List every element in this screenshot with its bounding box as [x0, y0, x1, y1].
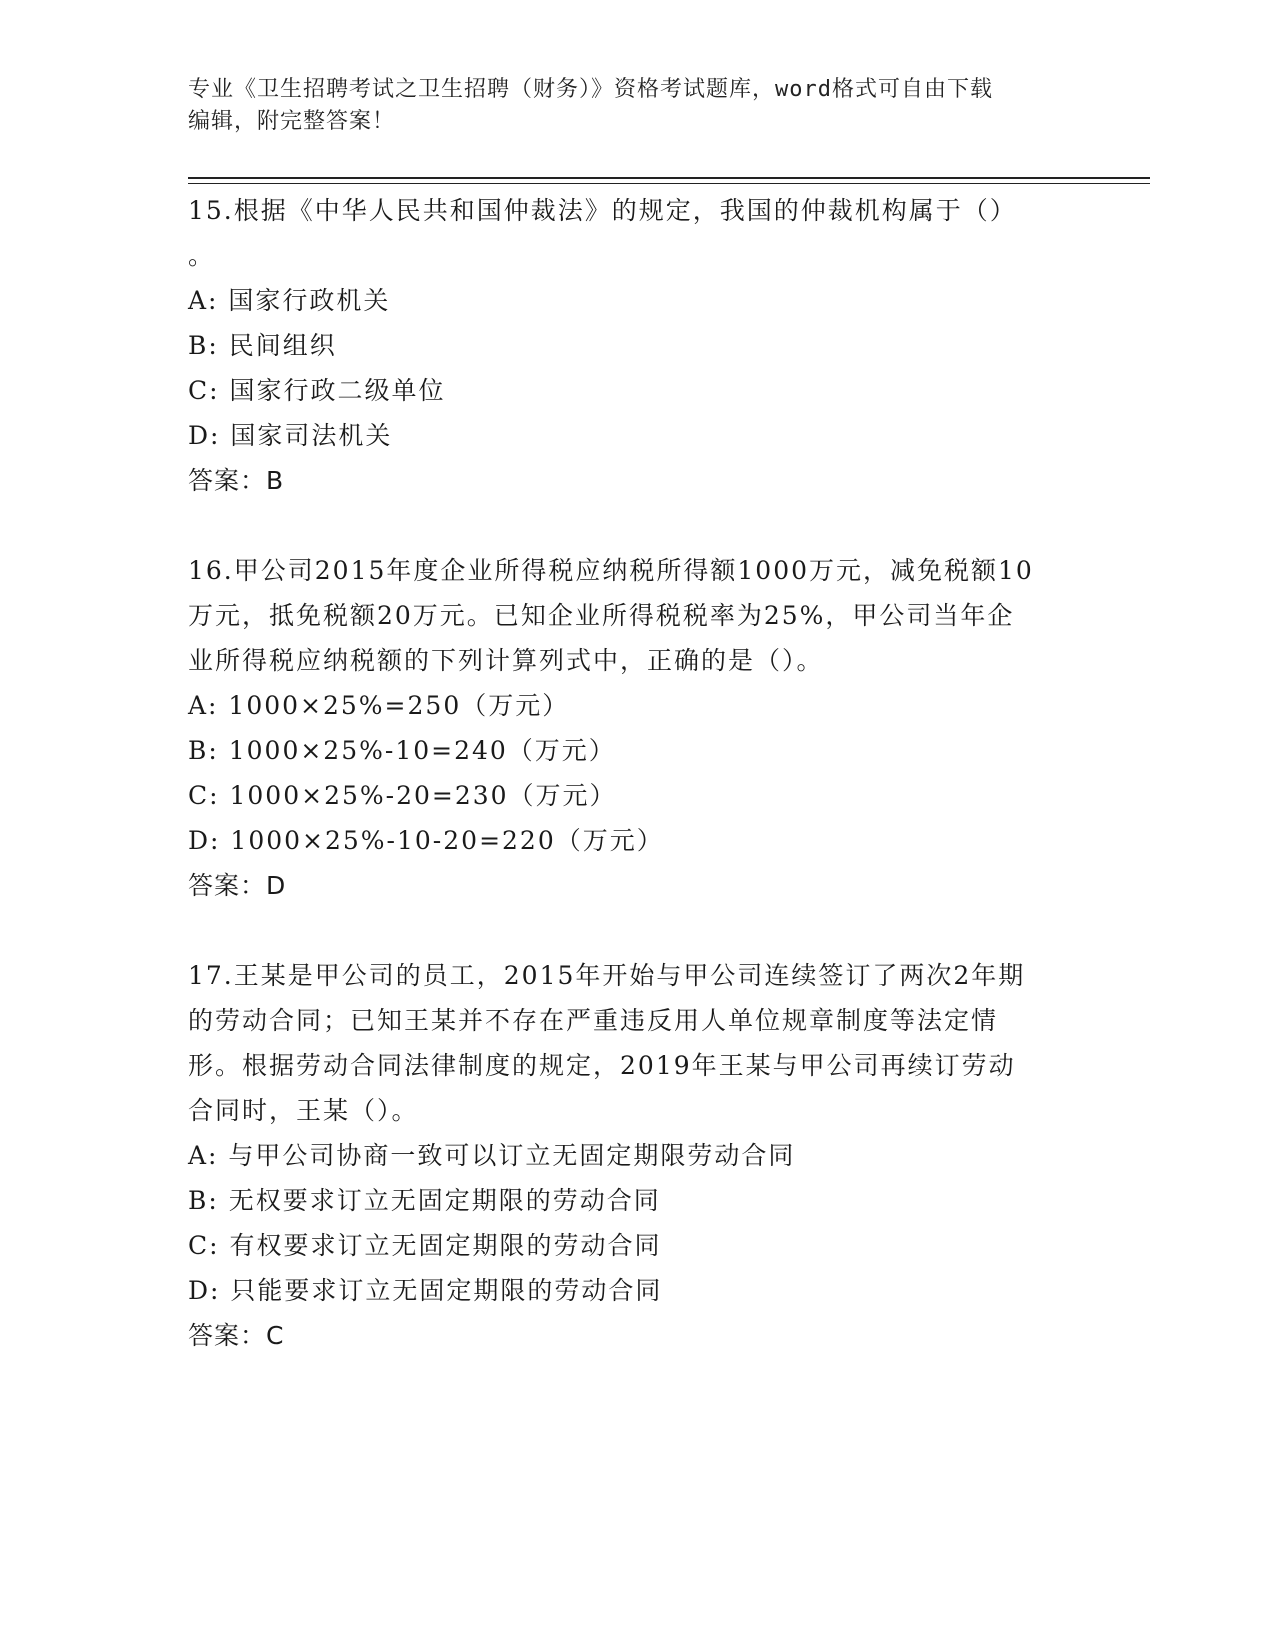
question-15-option-c: C: 国家行政二级单位: [188, 376, 446, 405]
question-16-text-line-3: 业所得税应纳税额的下列计算列式中，正确的是（）。: [188, 646, 824, 675]
question-17-option-d: D: 只能要求订立无固定期限的劳动合同: [188, 1276, 663, 1305]
question-15: [188, 188, 1088, 503]
question-15-option-a: A: 国家行政机关: [188, 286, 391, 315]
header-line-1: 专业《卫生招聘考试之卫生招聘（财务）》资格考试题库，word格式可自由下载: [188, 77, 993, 102]
question-17-text-line-1: 17.王某是甲公司的员工，2015年开始与甲公司连续签订了两次2年期: [188, 961, 1026, 990]
question-15-answer: 答案：B: [188, 466, 285, 495]
question-15-option-b: B: 民间组织: [188, 331, 337, 360]
question-16-answer: 答案：D: [188, 871, 287, 900]
question-16-option-c: C: 1000×25%-20=230（万元）: [188, 781, 617, 810]
header-line-2: 编辑，附完整答案！: [188, 109, 396, 134]
question-list: [188, 188, 1088, 1358]
question-17-option-b: B: 无权要求订立无固定期限的劳动合同: [188, 1186, 661, 1215]
question-16: [188, 548, 1088, 908]
question-15-text-line-1: 15.根据《中华人民共和国仲裁法》的规定，我国的仲裁机构属于（）: [188, 196, 1017, 225]
question-16-option-b: B: 1000×25%-10=240（万元）: [188, 736, 616, 765]
question-17-option-c: C: 有权要求订立无固定期限的劳动合同: [188, 1231, 662, 1260]
header-rule-thin: [188, 183, 1150, 184]
question-15-text-line-2: 。: [188, 241, 216, 270]
question-17-option-a: A: 与甲公司协商一致可以订立无固定期限劳动合同: [188, 1141, 796, 1170]
question-17-answer: 答案：C: [188, 1321, 285, 1350]
question-16-text-line-1: 16.甲公司2015年度企业所得税应纳税所得额1000万元，减免税额10: [188, 556, 1034, 585]
header-rule-thick: [188, 177, 1150, 179]
question-15-option-d: D: 国家司法机关: [188, 421, 393, 450]
document-header: [188, 74, 1088, 138]
question-16-text-line-2: 万元，抵免税额20万元。已知企业所得税税率为25%，甲公司当年企: [188, 601, 1015, 630]
question-17-text-line-2: 的劳动合同；已知王某并不存在严重违反用人单位规章制度等法定情: [188, 1006, 999, 1035]
question-16-option-d: D: 1000×25%-10-20=220（万元）: [188, 826, 664, 855]
question-16-option-a: A: 1000×25%=250（万元）: [188, 691, 570, 720]
question-17: [188, 953, 1088, 1358]
question-17-text-line-3: 形。根据劳动合同法律制度的规定，2019年王某与甲公司再续订劳动: [188, 1051, 1016, 1080]
question-17-text-line-4: 合同时，王某（）。: [188, 1096, 419, 1125]
